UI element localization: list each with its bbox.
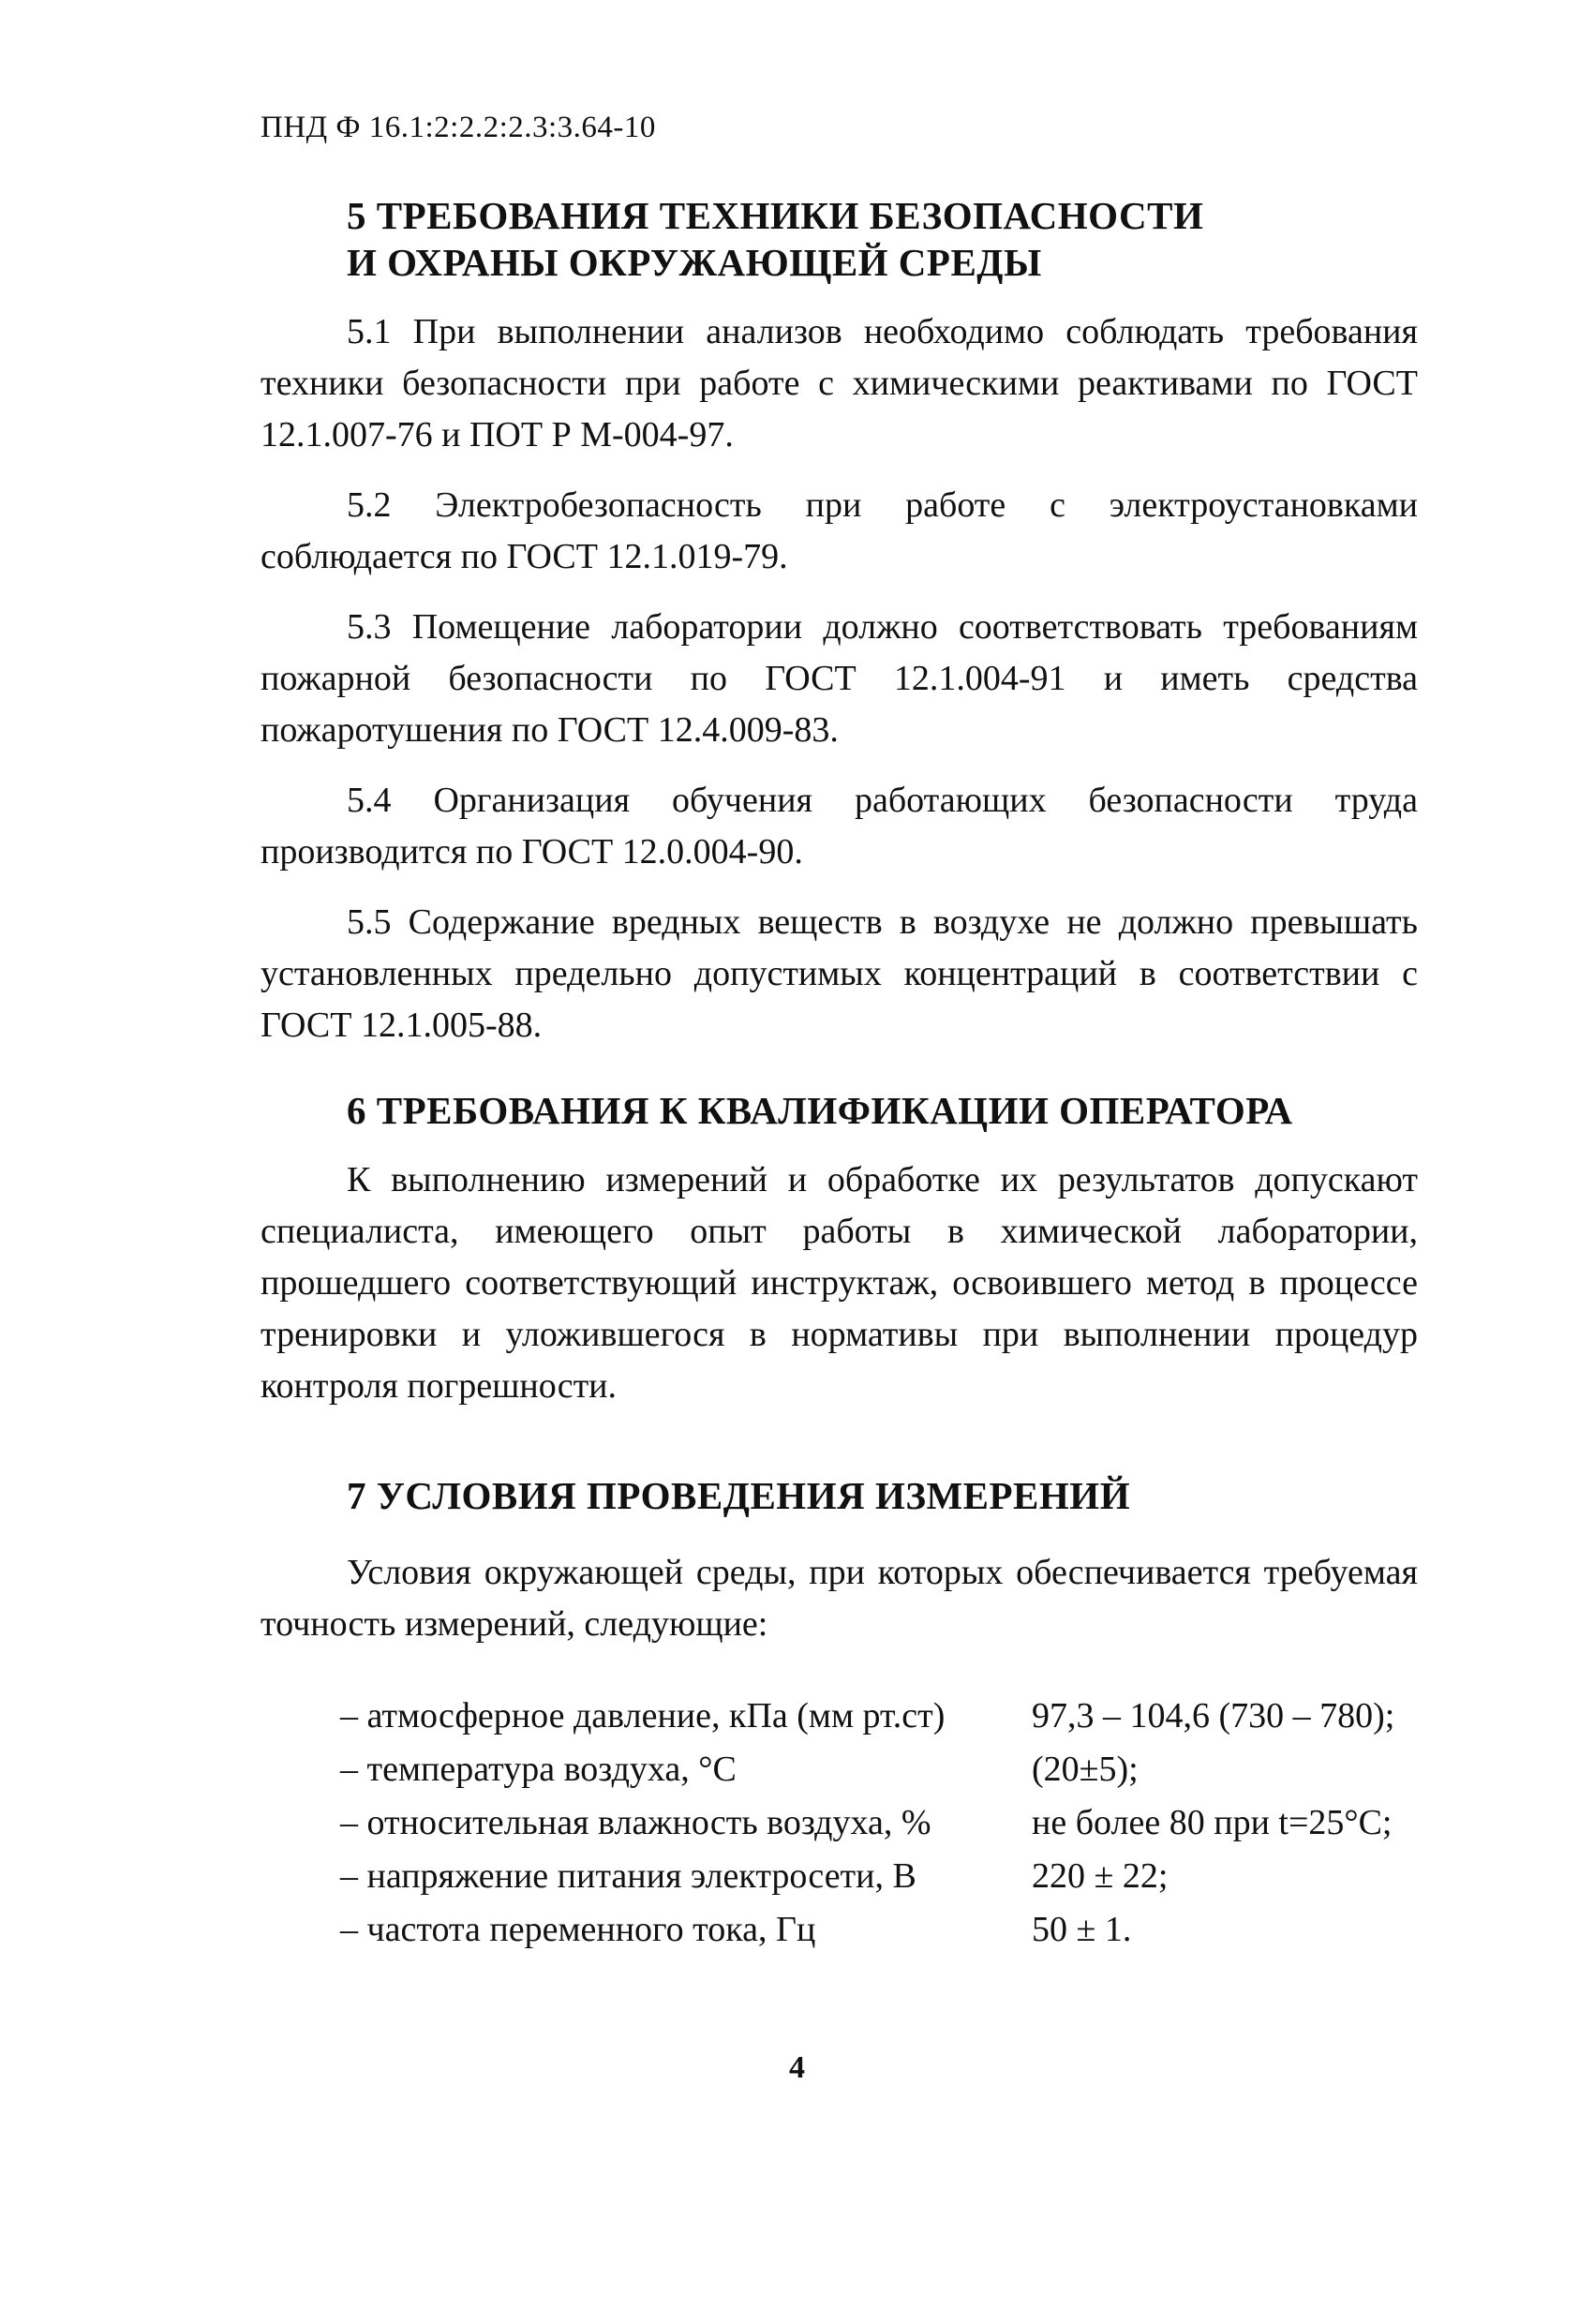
condition-label: – температура воздуха, °С — [340, 1750, 737, 1789]
section-5-title — [261, 192, 1418, 286]
conditions-list — [340, 1690, 1418, 1957]
condition-row-humidity — [340, 1796, 1418, 1850]
condition-value: (20±5); — [1032, 1750, 1139, 1789]
paragraph-5-1: 5.1 При выполнении анализов необходимо соблюдать требования техники безопасности при работе с химическими реактивами по ГОСТ 12.1.007-76 и ПОТ Р М-004-97. — [261, 312, 1418, 454]
paragraph-5-5: 5.5 Содержание вредных веществ в воздухе не должно превышать установленных предельно допустимых концентраций в соответствии с ГОСТ 12.1.005-88. — [261, 902, 1418, 1045]
paragraph-7-intro: Условия окружающей среды, при которых обеспечивается требуемая точность измерений, следующие: — [261, 1553, 1418, 1644]
paragraph-5-4: 5.4 Организация обучения работающих безопасности труда производится по ГОСТ 12.0.004-90. — [261, 781, 1418, 872]
page-number: 4 — [789, 2050, 805, 2085]
section-5-title-line-1: 5 ТРЕБОВАНИЯ ТЕХНИКИ БЕЗОПАСНОСТИ — [347, 194, 1204, 237]
page-content — [261, 192, 1418, 1957]
condition-value: 220 ± 22; — [1032, 1856, 1169, 1896]
paragraph-6: К выполнению измерений и обработке их результатов допускают специалиста, имеющего опыт работы в химической лаборатории, прошедшего соответствующий инструктаж, освоившего метод в процессе тренировки и уложившегося в нормативы при выполнении процедур контроля погрешности. — [261, 1160, 1418, 1406]
document-code: ПНД Ф 16.1:2:2.2:2.3:3.64-10 — [261, 111, 656, 144]
condition-row-frequency — [340, 1903, 1418, 1957]
section-7-title: 7 УСЛОВИЯ ПРОВЕДЕНИЯ ИЗМЕРЕНИЙ — [347, 1474, 1131, 1517]
section-6-title: 6 ТРЕБОВАНИЯ К КВАЛИФИКАЦИИ ОПЕРАТОРА — [347, 1089, 1293, 1132]
condition-label: – напряжение питания электросети, В — [340, 1856, 916, 1896]
paragraph-5-3: 5.3 Помещение лаборатории должно соответствовать требованиям пожарной безопасности по ГОСТ 12.1.004-91 и иметь средства пожаротушения по ГОСТ 12.4.009-83. — [261, 607, 1418, 750]
condition-value: не более 80 при t=25°C; — [1032, 1803, 1393, 1842]
condition-value: 97,3 – 104,6 (730 – 780); — [1032, 1696, 1395, 1736]
condition-value: 50 ± 1. — [1032, 1910, 1132, 1949]
condition-row-pressure — [340, 1690, 1418, 1743]
section-5-title-line-2: И ОХРАНЫ ОКРУЖАЮЩЕЙ СРЕДЫ — [347, 241, 1042, 284]
condition-row-temperature — [340, 1743, 1418, 1796]
condition-label: – атмосферное давление, кПа (мм рт.ст) — [340, 1696, 946, 1736]
condition-label: – частота переменного тока, Гц — [340, 1910, 816, 1949]
condition-row-voltage — [340, 1850, 1418, 1903]
condition-label: – относительная влажность воздуха, % — [340, 1803, 931, 1842]
paragraph-5-2: 5.2 Электробезопасность при работе с электроустановками соблюдается по ГОСТ 12.1.019-79. — [261, 485, 1418, 576]
